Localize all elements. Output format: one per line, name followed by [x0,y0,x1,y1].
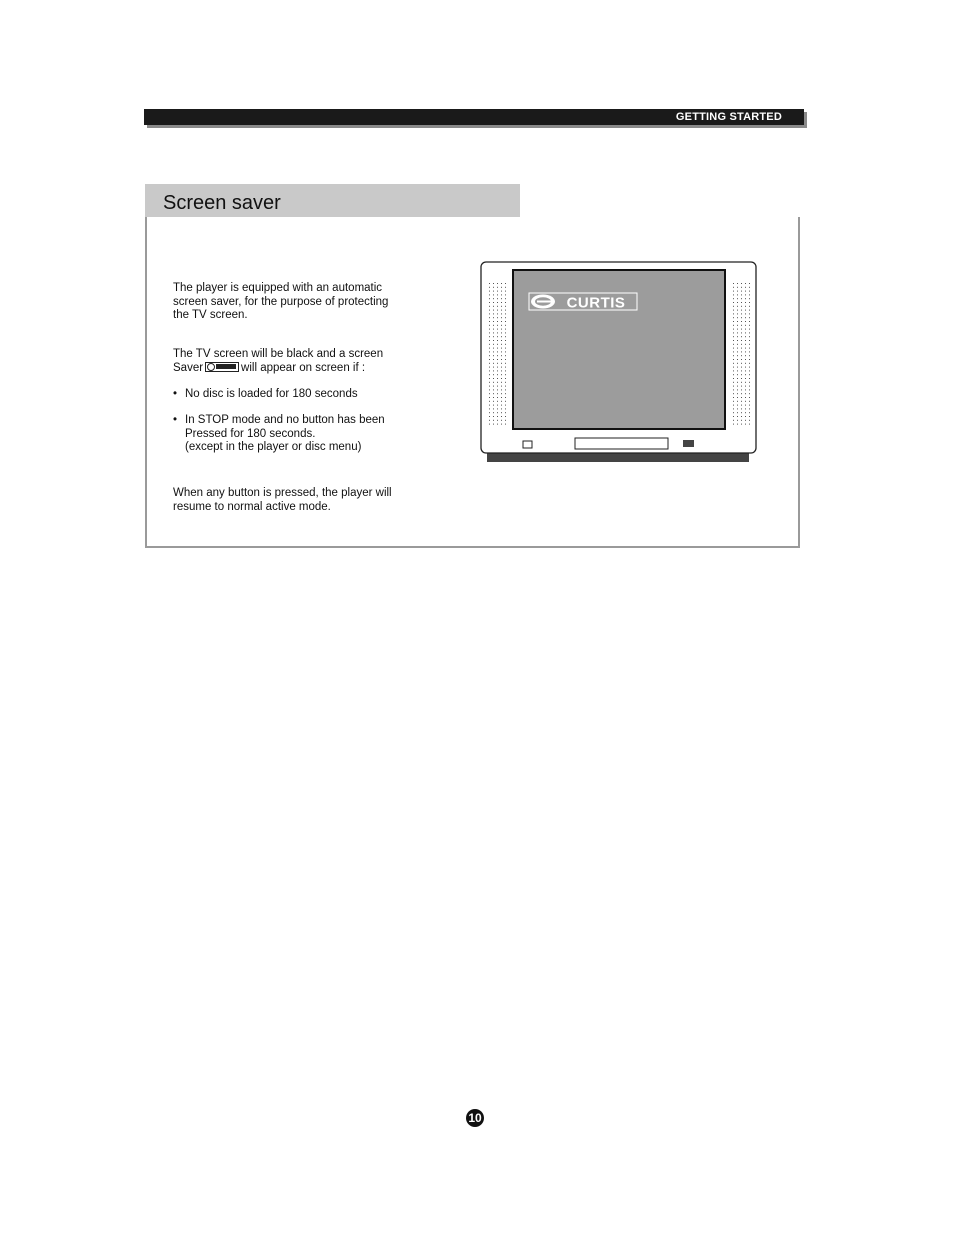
list-item-text: Pressed for 180 seconds. [185,427,316,440]
section-header-bar [144,109,804,125]
page-number: 10 [466,1109,484,1127]
paragraph-line: When any button is pressed, the player will [173,487,392,499]
power-button-icon [523,441,532,448]
curtis-logo [529,293,637,312]
list-item-text: No disc is loaded for 180 seconds [185,388,358,400]
section-title-tab [145,184,520,219]
list-item-text: In STOP mode and no button has been [185,414,385,426]
section-label: GETTING STARTED [675,111,782,123]
paragraph-line: screen saver, for the purpose of protecting [173,295,389,308]
curtis-logo-icon [205,362,239,372]
curtis-logo-emblem-bar [537,301,551,303]
bullet-icon: • [173,388,178,400]
section-title: Screen saver [163,192,281,214]
disc-slot-icon [575,438,668,449]
paragraph-line: resume to normal active mode. [173,500,331,513]
paragraph-line: the TV screen. [173,309,248,321]
paragraph-line: The player is equipped with an automatic [173,282,383,294]
tv-illustration [480,261,760,467]
paragraph-text: Saver [173,361,204,374]
paragraph-line [173,362,383,376]
bullet-icon: • [173,414,178,426]
paragraph-text: will appear on screen if : [241,361,366,374]
paragraph-screensaver [173,348,383,375]
list-item-text: (except in the player or disc menu) [185,441,362,453]
curtis-logo-text: CURTIS [566,294,626,312]
paragraph-resume [173,487,392,514]
indicator-light-icon [683,440,694,447]
paragraph-intro [173,282,388,323]
paragraph-line: The TV screen will be black and a screen [173,348,384,360]
